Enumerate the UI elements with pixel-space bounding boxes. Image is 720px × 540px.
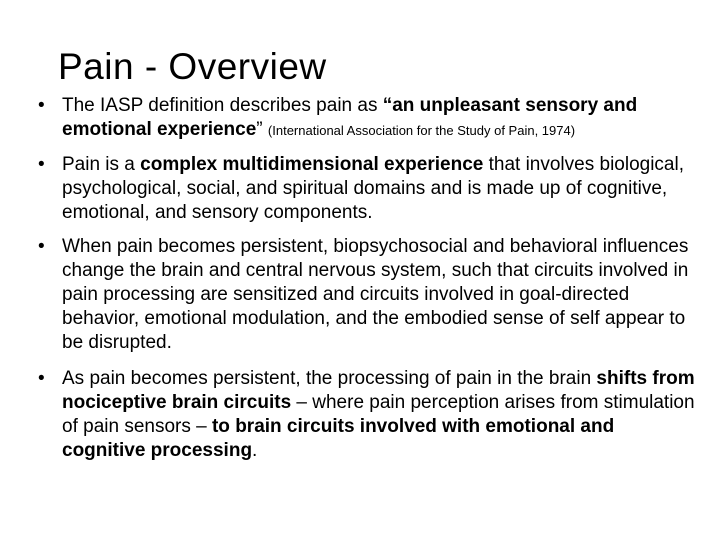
bullet-text: As pain becomes persistent, the processing of pain in the brain <box>62 368 597 389</box>
bullet-text: The IASP definition describes pain as <box>62 95 383 116</box>
bullet-emphasis: to brain circuits involved with emotional and cognitive processing <box>62 416 615 461</box>
bullet-text: When pain becomes persistent, biopsychosocial and behavioral influences change the brain and central nervous system, such that circuits involved in pain processing are sensitized and circuits involved in goal-directed behavior, emotional modulation, and the embodied sense of self appear to be disrupted. <box>62 236 689 353</box>
bullet-text: that involves biological, psychological, social, and spiritual domains and is made up of cognitive, emotional, and sensory components. <box>62 154 684 223</box>
bullet-emphasis: “an unpleasant sensory and emotional experience <box>62 95 638 140</box>
slide-title: Pain - Overview <box>58 46 327 87</box>
bullet-list <box>38 94 698 463</box>
bullet-processing-shift <box>38 367 698 463</box>
bullet-emphasis: complex multidimensional experience <box>140 154 484 175</box>
citation: (International Association for the Study of Pain, 1974) <box>267 123 576 138</box>
bullet-persistent-pain-influences <box>38 235 698 355</box>
bullet-emphasis: shifts from nociceptive brain circuits <box>62 368 695 413</box>
bullet-multidimensional <box>38 153 698 225</box>
bullet-text: – where pain perception arises from stimulation of pain sensors – <box>62 392 695 437</box>
bullet-text: Pain is a <box>62 154 141 175</box>
bullet-text: ” <box>256 119 263 140</box>
bullet-text: . <box>252 440 258 461</box>
bullet-iasp-definition <box>38 94 698 143</box>
